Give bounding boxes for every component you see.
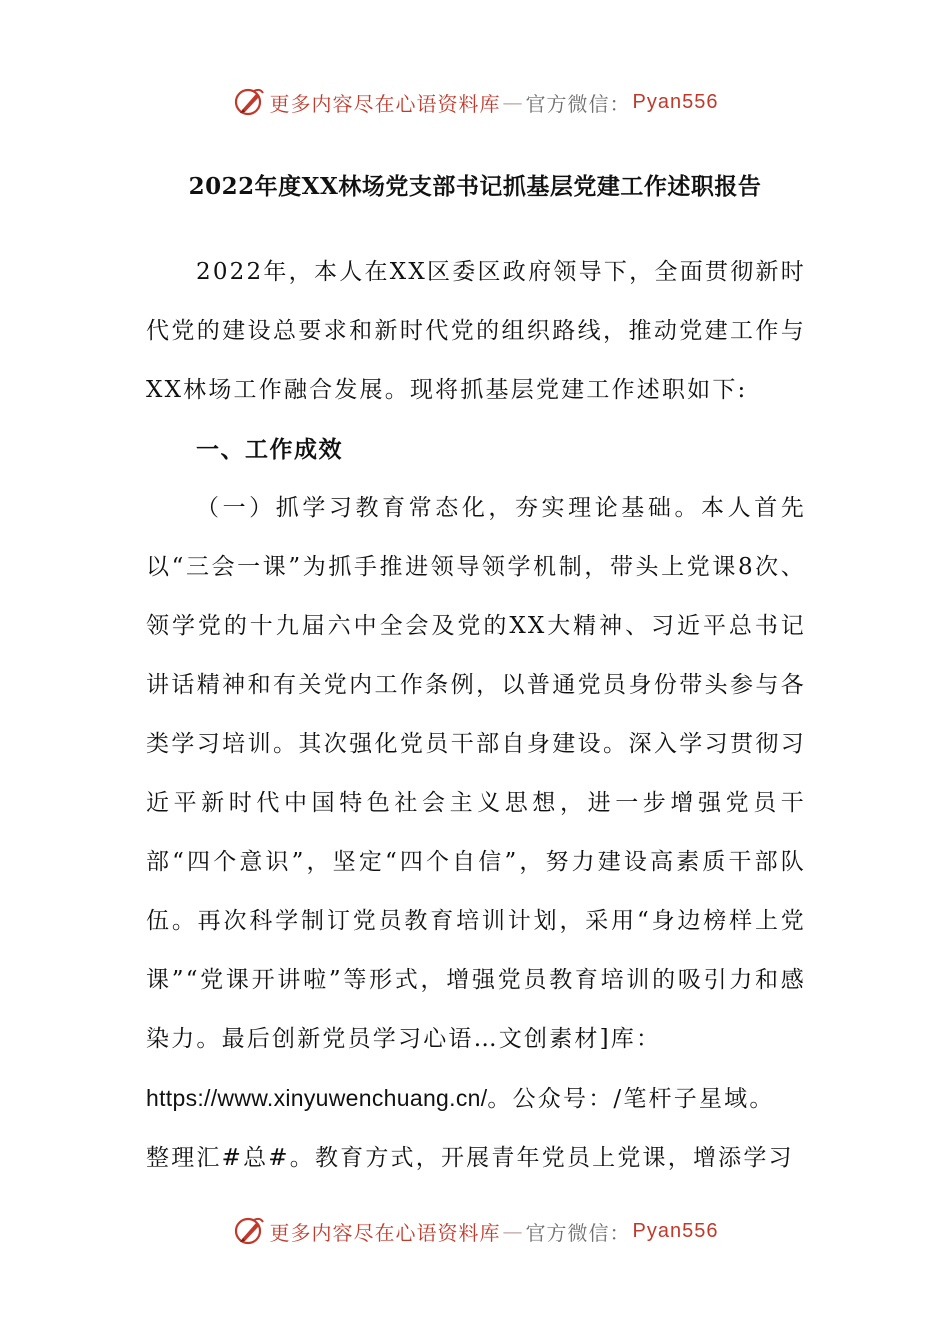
- paragraph-text-tail: 整理汇#总#。教育方式，开展青年党员上党课，增添学习: [146, 1145, 794, 1171]
- pen-logo-icon: [232, 1214, 266, 1248]
- body-paragraph: [146, 479, 806, 1188]
- intro-paragraph: 2022年，本人在XX区委区政府领导下，全面贯彻新时代党的建设总要求和新时代党的组织路线，推动党建工作与XX林场工作融合发展。现将抓基层党建工作述职如下:: [146, 259, 806, 403]
- watermark-dash: —: [502, 90, 524, 114]
- pen-logo-icon: [232, 85, 266, 119]
- watermark-wechat-label: 官方微信：: [525, 1220, 631, 1245]
- source-url-link[interactable]: https://www.xinyuwenchuang.cn/: [146, 1085, 488, 1111]
- watermark-footer: [0, 1213, 950, 1249]
- watermark-dash: —: [502, 1219, 524, 1243]
- watermark-wechat-id: Pyan556: [632, 90, 719, 113]
- watermark-site-text: 更多内容尽在心语资料库: [269, 1220, 501, 1245]
- paragraph-text-continued: 。公众号：/笔杆子星域。: [487, 1086, 775, 1112]
- watermark-wechat-label: 官方微信：: [525, 91, 631, 116]
- paragraph-text: （一）抓学习教育常态化，夯实理论基础。本人首先以“三会一课”为抓手推进领导领学机制，带头上党课8次、领学党的十九届六中全会及党的XX大精神、习近平总书记讲话精神和有关党内工作条例，以普通党员身份带头参与各类学习培训。其次强化党员干部自身建设。深入学习贯彻习近平新时代中国特色社会主义思想，进一步增强党员干部“四个意识”，坚定“四个自信”，努力建设高素质干部队伍。再次科学制订党员教育培训计划，采用“身边榜样上党课”“党课开讲啦”等形式，增强党员教育培训的吸引力和感染力。最后创新党员学习心语…文创素材]库：: [146, 495, 806, 1052]
- section-heading: 一、工作成效: [196, 436, 343, 463]
- watermark-site-text: 更多内容尽在心语资料库: [269, 91, 501, 116]
- document-body: [146, 243, 806, 1188]
- watermark-header: [0, 84, 950, 120]
- watermark-wechat-id: Pyan556: [632, 1219, 719, 1242]
- document-title: 2022年度XX林场党支部书记抓基层党建工作述职报告: [188, 173, 762, 200]
